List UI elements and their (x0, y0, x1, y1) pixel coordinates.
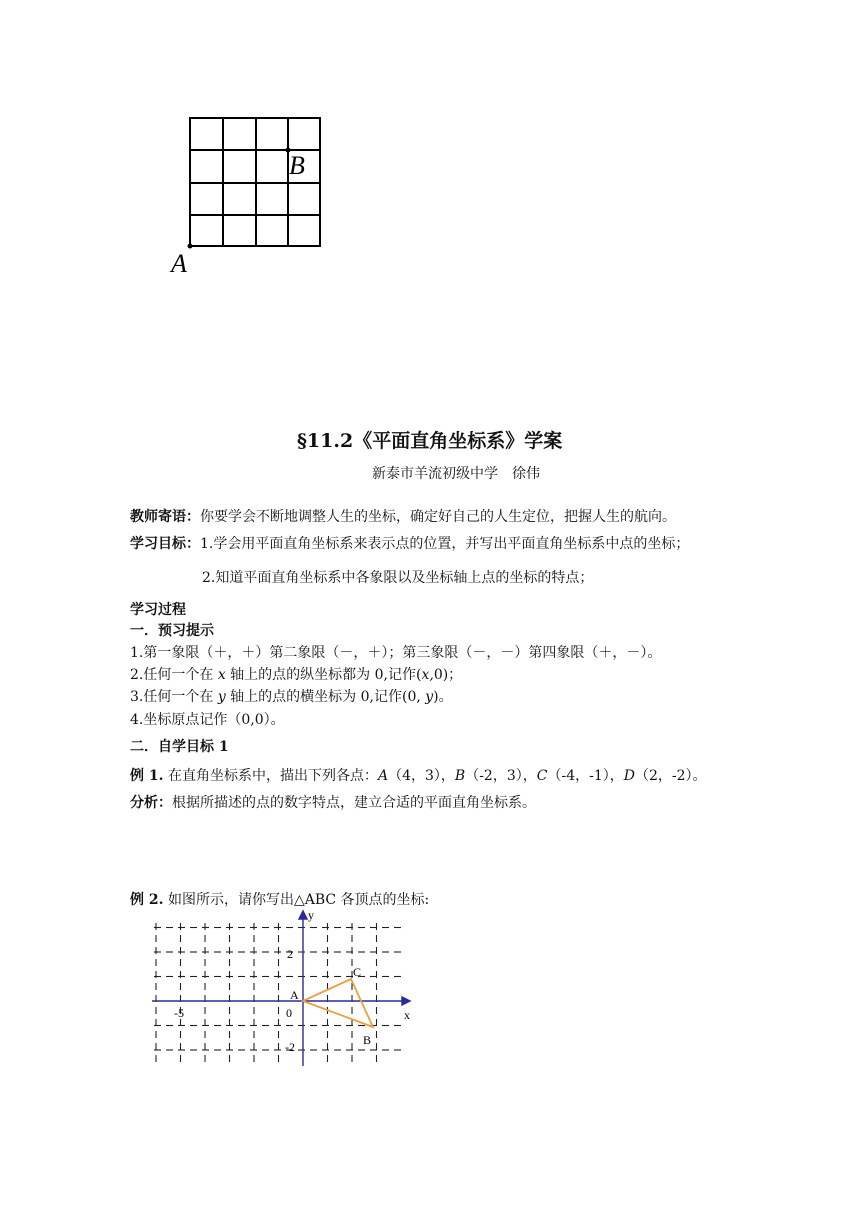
point-a-dot (188, 244, 193, 249)
page-title: §11.2《平面直角坐标系》学案 (297, 430, 563, 452)
learning-goals-label: 学习目标： (130, 536, 200, 552)
coordinate-plane-figure (148, 906, 420, 1070)
section-2-heading: 二．自学目标 1 (130, 739, 229, 755)
point-label-c: C (353, 965, 362, 979)
x-axis-label: x (404, 1008, 410, 1022)
example-1-point: A（4，3）， (377, 768, 455, 784)
point-label-b: B (363, 1033, 372, 1047)
tick-label-2: 2 (287, 947, 293, 961)
label-b: B (289, 151, 305, 180)
origin-label: 0 (286, 1006, 292, 1020)
author-line: 新泰市羊流初级中学 徐伟 (372, 466, 540, 482)
axes (152, 911, 410, 1066)
teacher-message-label: 教师寄语： (130, 509, 200, 525)
label-a: A (171, 249, 187, 278)
analysis-text: 根据所描述的点的数字特点，建立合适的平面直角坐标系。 (172, 795, 536, 811)
process-heading: 学习过程 (130, 602, 186, 618)
example-2-text: 如图所示，请你写出△ABC 各顶点的坐标: (167, 892, 430, 908)
example-1-point: D（2，-2）。 (623, 768, 707, 784)
example-2-label: 例 2. (130, 892, 164, 908)
analysis-label: 分析： (130, 795, 172, 811)
preview-line-1: 1.第一象限（＋，＋）第二象限（－，＋）；第三象限（－，－）第四象限（＋，－）。 (130, 645, 662, 661)
example-1-text: 在直角坐标系中，描出下列各点： (167, 768, 378, 784)
example-1-label: 例 1. (130, 768, 164, 784)
teacher-message (130, 507, 676, 527)
analysis (130, 793, 536, 813)
grid-lines (190, 118, 320, 246)
tick-label-neg5: -5 (174, 1006, 184, 1020)
tick-label-neg2: -2 (285, 1040, 295, 1054)
preview-line-3: 3.任何一个在 y 轴上的点的横坐标为 0,记作(0, y)。 (130, 689, 453, 705)
y-axis-label: y (308, 908, 314, 922)
example-1-point: C（-4，-1）， (536, 768, 624, 784)
teacher-message-text: 你要学会不断地调整人生的坐标，确定好自己的人生定位，把握人生的航向。 (200, 509, 676, 525)
point-label-a: A (290, 988, 299, 1002)
preview-line-4: 4.坐标原点记作（0,0）。 (130, 712, 285, 728)
goal-1-text: 1.学会用平面直角坐标系来表示点的位置，并写出平面直角坐标系中点的坐标； (200, 536, 690, 552)
learning-goal-1 (130, 534, 689, 554)
y-axis-arrow (299, 911, 307, 919)
section-1-heading: 一．预习提示 (130, 623, 214, 639)
triangle-abc (303, 979, 373, 1027)
learning-goal-2: 2.知道平面直角坐标系中各象限以及坐标轴上点的坐标的特点； (202, 570, 594, 586)
example-1-point: B（-2，3）， (454, 768, 537, 784)
grid-figure (160, 105, 340, 290)
preview-line-2: 2.任何一个在 x 轴上的点的纵坐标都为 0,记作(x,0)； (130, 667, 463, 683)
x-axis-arrow (402, 997, 410, 1005)
example-1 (130, 766, 707, 786)
